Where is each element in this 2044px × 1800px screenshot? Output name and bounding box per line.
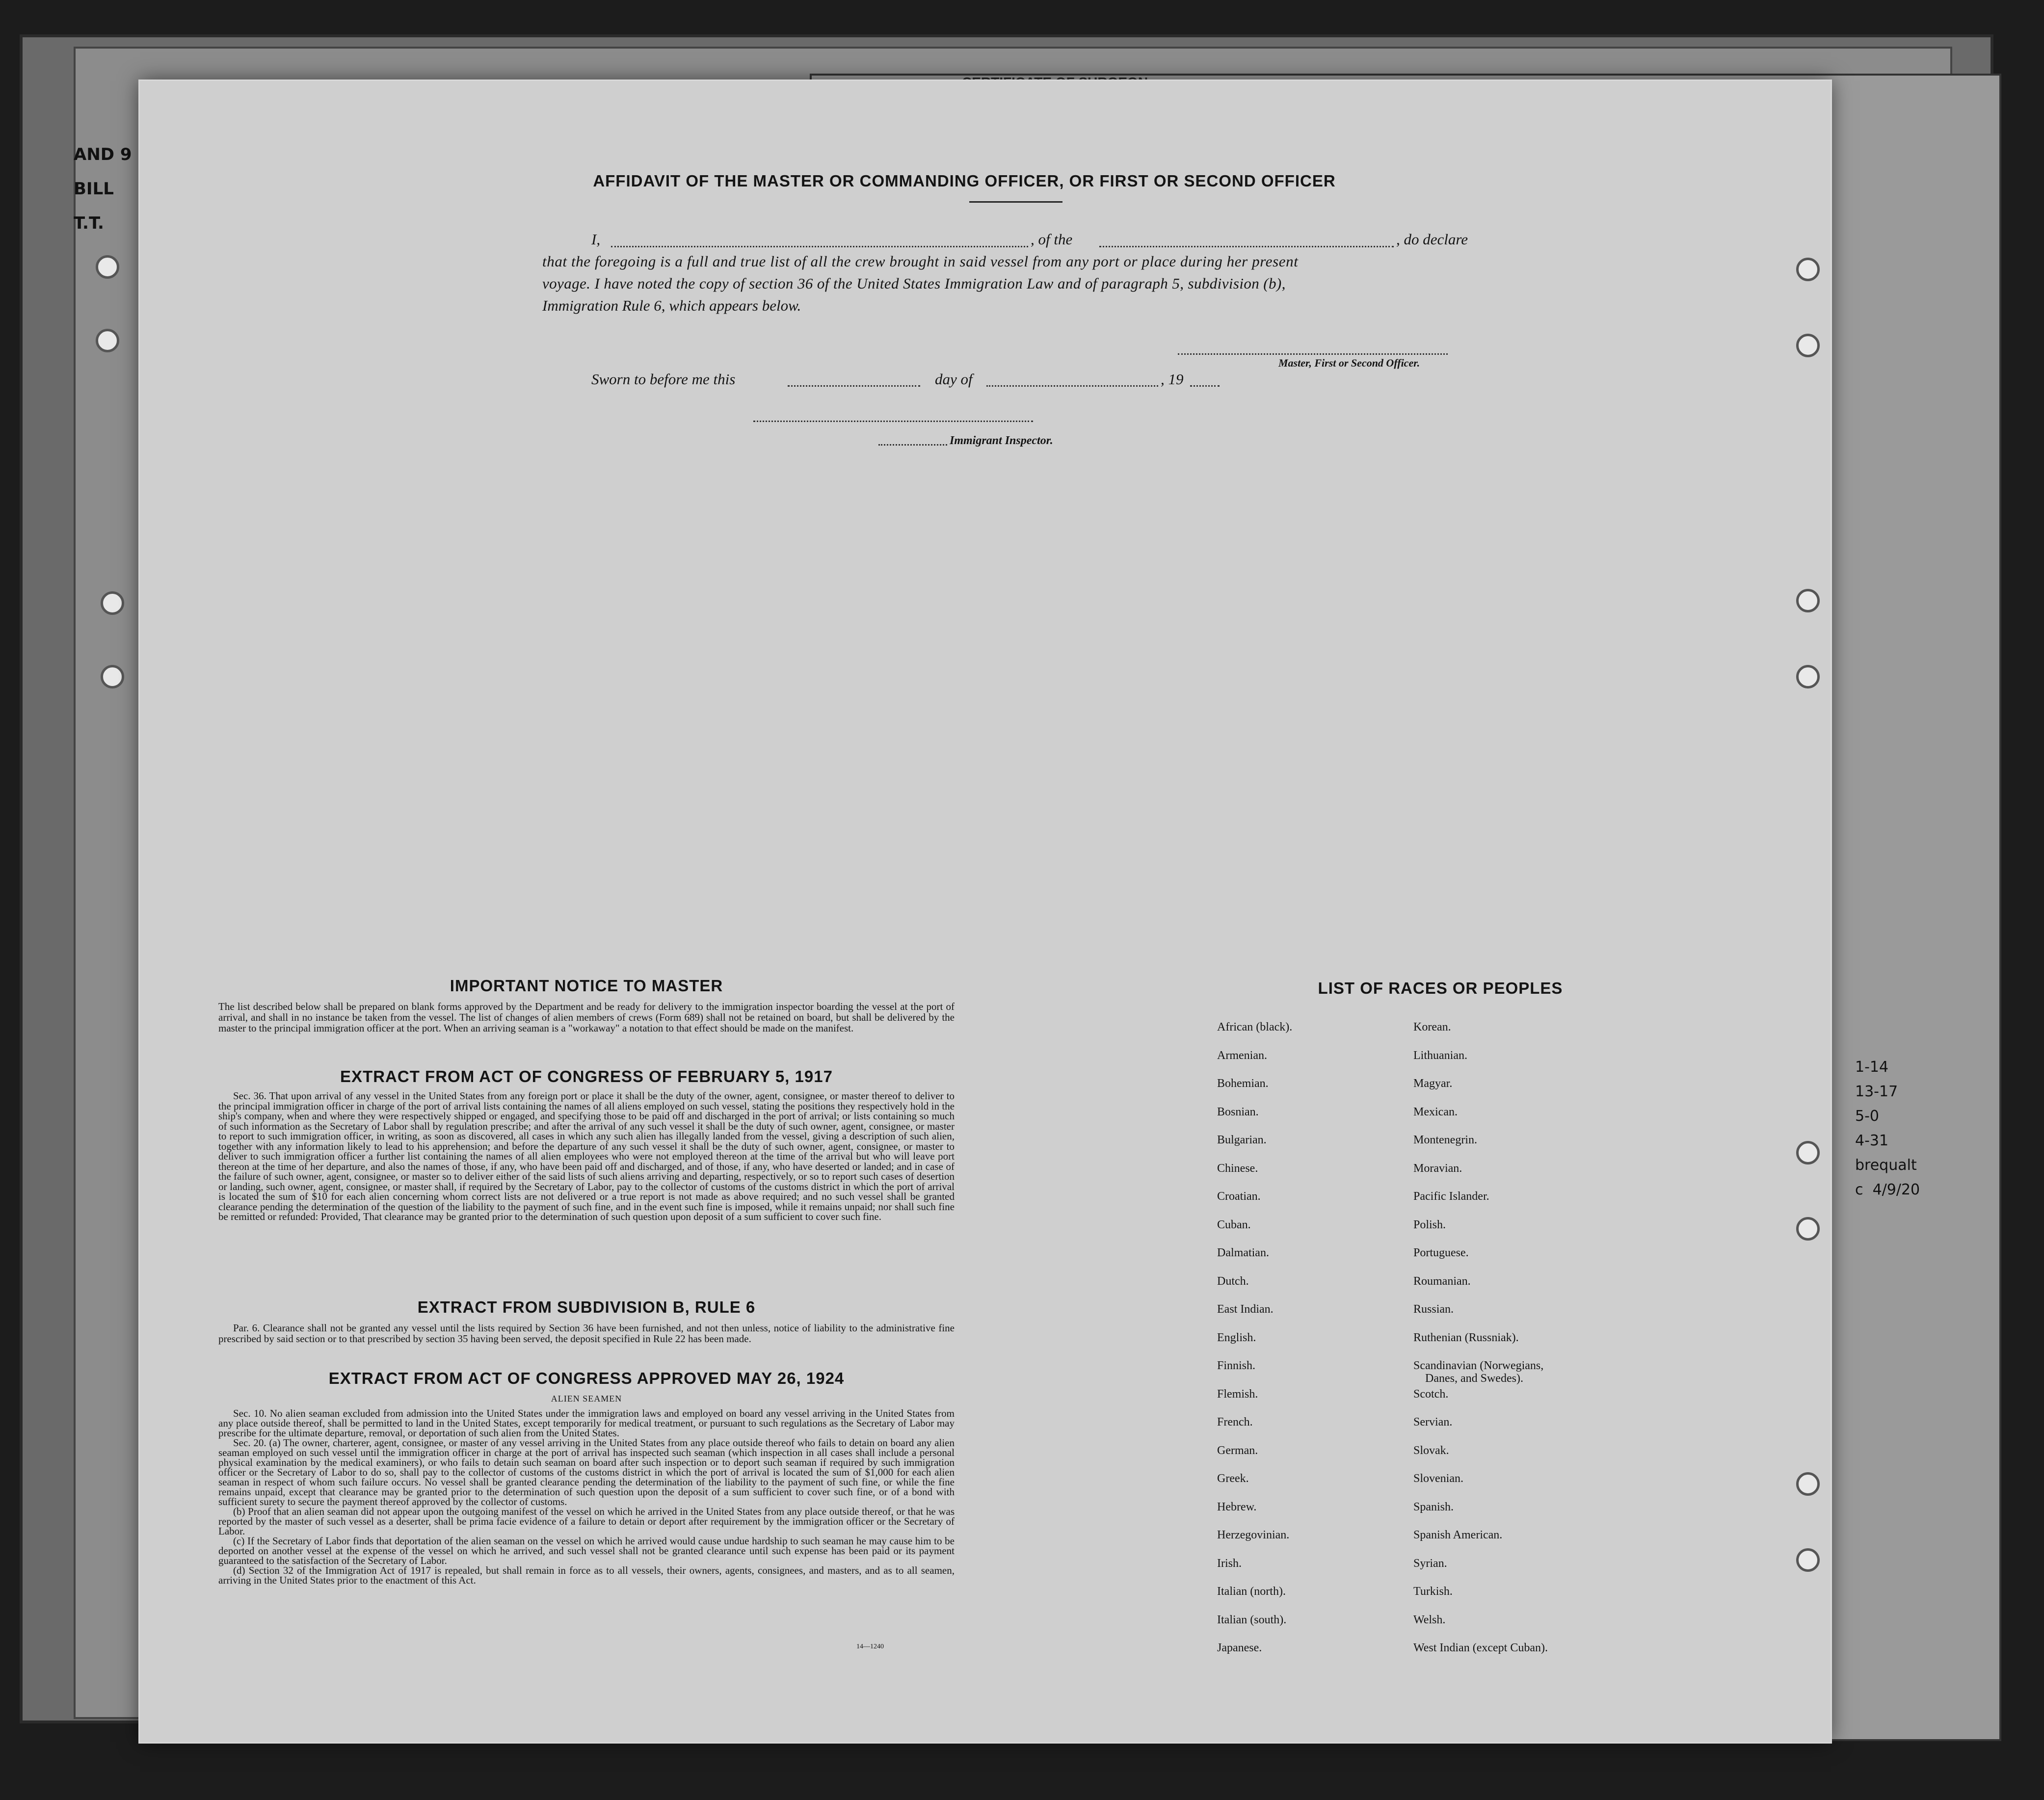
affidavit-line-4: Immigration Rule 6, which appears below. (542, 297, 801, 314)
binder-hole (1796, 1217, 1820, 1241)
race-item: Scandinavian (Norwegians, Danes, and Swedes). (1413, 1359, 1544, 1385)
race-item: Italian (north). (1217, 1585, 1286, 1598)
binder-hole (101, 591, 124, 615)
extract-1917-text: Sec. 36. That upon arrival of any vessel in the United States from any foreign port or place it shall be the duty of the owner, agent, consignee, or master thereof to deliver to the principal immigration officer in charge of the port of arrival lists containing the names of all aliens employed on such vessel, stating the positions they respectively hold in the ship's company, when and where they were respectively shipped or engaged, and specifying those to be paid off and discharged in the port of arrival; or lists containing so much of such information as the Secretary of Labor shall by regulation prescribe; and after the arrival of any such vessel it shall be the duty of such owner, agent, consignee, or master to report to such immigration officer, in writing, as soon as discovered, all cases in which any such alien has illegally landed from the vessel, giving a description of such alien, together with any information likely to lead to his apprehension; and before the departure of any such vessel it shall be the duty of such owner, agent, consignee, or master to deliver to such immigration officer a further list containing the names of all alien employees who were not employed thereon at the time of the arrival but who will leave port thereon at the time of her departure, and also the names of those, if any, who have been paid off and discharged, and of those, if any, who have deserted or landed; and in case of the failure of such owner, agent, consignee, or master so to deliver either of the said lists of such aliens arriving and departing, respectively, or so to report such cases of desertion or landing, such owner, agent, consignee, or master shall, if required by the Secretary of Labor, pay to the collector of customs of the customs district in which the port of arrival is located the sum of $10 for each alien concerning whom correct lists are not delivered or a true report is not made as above required; and no such vessel shall be granted clearance pending the determination of the question of the liability to the payment of such fine, and in the event such fine is imposed, while it remains unpaid; nor shall such fine be remitted or refunded: Provided, That clearance may be granted prior to the determination of such question upon deposit of a sum sufficient to cover such fine. (218, 1090, 955, 1222)
margin-left-notes: AND 9 BILL T.T. (74, 145, 132, 233)
inspector-signature-line[interactable] (753, 421, 1033, 422)
extract-1924-sec-20a: Sec. 20. (a) The owner, charterer, agent, consignee, or master of any vessel arriving in the United States from any place outside thereof who fails to detain on board any alien seaman employed on such vessel until the immigration officer in charge at the port of arrival has inspected such seaman (which inspection in all cases shall include a personal physical examination by the medical examiners), or who fails to detain such seaman on board after such inspection or to deport such seaman if required by such immigration officer or the Secretary of Labor to do so, shall pay to the collector of customs of the customs district in which the port of arrival is located the sum of $1,000 for each alien seaman in respect of whom such failure occurs. No vessel shall be granted clearance pending the determination of the liability to the payment of such fine, or while the fine remains unpaid, except that clearance may be granted prior to the determination of such question upon the deposit of a sum sufficient to cover such fine, or of a bond with sufficient surety to secure the payment thereof approved by the collector of customs. (218, 1437, 955, 1508)
race-item: Russian. (1413, 1303, 1454, 1316)
race-item: Japanese. (1217, 1641, 1262, 1654)
race-item: Irish. (1217, 1557, 1242, 1570)
races-column-2 (1413, 1021, 1548, 1670)
race-item: Syrian. (1413, 1557, 1447, 1570)
extract-1924-sec-10: Sec. 10. No alien seaman excluded from admission into the United States under the immigration laws and employed on board any vessel arriving in the United States from any place outside thereof, shall be permitted to land in the United States, except temporarily for medical treatment, or pursuant to such regulations as the Secretary of Labor may prescribe for the ultimate departure, removal, or deportation of such alien from the United States. (218, 1407, 955, 1439)
name-blank[interactable] (611, 246, 1028, 247)
master-signature-line[interactable] (1178, 353, 1448, 355)
binder-hole (96, 329, 119, 352)
notice-text: The list described below shall be prepared on blank forms approved by the Department and be ready for delivery to the immigration inspector boarding the vessel at the port of arrival, and shall in no instance be taken from the vessel. The list of changes of alien members of crews (Form 689) shall not be retained on board, but shall be delivered by the master to the principal immigration officer at the port. When an arriving seaman is a "workaway" a notation to that effect should be made on the manifest. (218, 1001, 955, 1034)
notice-title: IMPORTANT NOTICE TO MASTER (450, 977, 723, 995)
race-item: Pacific Islander. (1413, 1190, 1489, 1203)
binder-hole (1796, 589, 1820, 612)
race-item: Flemish. (1217, 1387, 1258, 1401)
binder-hole (1796, 665, 1820, 688)
race-item: Polish. (1413, 1218, 1446, 1231)
form-page (140, 81, 1831, 1742)
race-item: Scotch. (1413, 1387, 1449, 1401)
race-item: Servian. (1413, 1416, 1453, 1429)
binder-hole (1796, 1472, 1820, 1496)
extract-1917-title: EXTRACT FROM ACT OF CONGRESS OF FEBRUARY 5, 1917 (340, 1067, 833, 1085)
binder-hole (96, 255, 119, 279)
margin-right-notes: 1-14 13-17 5-0 4-31 brequalt c 4/9/20 (1855, 1059, 1920, 1198)
race-item: Chinese. (1217, 1162, 1258, 1175)
sworn-day-blank[interactable] (788, 385, 920, 387)
affidavit-i: I, (591, 231, 601, 248)
extract-1924-sec-20c: (c) If the Secretary of Labor finds that deportation of the alien seaman on the vessel on which he arrived would cause undue hardship to such seaman he may cause him to be deported on another vessel at the expense of the vessel on which he arrived, and such vessel shall not be granted clearance until such expense has been paid or its payment guaranteed to the satisfaction of the Secretary of Labor. (218, 1535, 955, 1566)
race-item: Korean. (1413, 1021, 1451, 1033)
races-title: LIST OF RACES OR PEOPLES (1318, 979, 1563, 997)
sworn-month-blank[interactable] (986, 385, 1158, 387)
sworn-year: , 19 (1161, 371, 1184, 388)
race-item: Finnish. (1217, 1359, 1256, 1372)
race-item: Italian (south). (1217, 1613, 1287, 1626)
race-item: Ruthenian (Russniak). (1413, 1331, 1519, 1344)
binder-hole (1796, 1141, 1820, 1165)
race-item: Greek. (1217, 1472, 1249, 1485)
extract-rule6-text: Par. 6. Clearance shall not be granted any vessel until the lists required by Section 36 have been furnished, and not then unless, notice of liability to the administrative fine prescribed by said section or to that prescribed by section 35 having been served, the deposit specified in Rule 22 has been made. (218, 1322, 955, 1345)
race-item: Spanish. (1413, 1500, 1454, 1513)
race-item: Slovak. (1413, 1444, 1449, 1457)
extract-rule6-title: EXTRACT FROM SUBDIVISION B, RULE 6 (417, 1298, 756, 1316)
race-item: French. (1217, 1416, 1253, 1429)
race-item: Bosnian. (1217, 1105, 1259, 1118)
binder-hole (1796, 1548, 1820, 1572)
affidavit-line-2: that the foregoing is a full and true list of all the crew brought in said vessel from any port or place during her present (542, 253, 1299, 270)
race-item: Portuguese. (1413, 1246, 1469, 1259)
race-item: Dalmatian. (1217, 1246, 1269, 1259)
affidavit-of-the: , of the (1031, 231, 1073, 248)
extract-1924-sec-20d: (d) Section 32 of the Immigration Act of 1917 is repealed, but shall remain in force as to all vessels, their owners, agents, consignees, and masters, and as to all seamen, arriving in the United States prior to the enactment of this Act. (218, 1564, 955, 1586)
race-item: Montenegrin. (1413, 1134, 1477, 1146)
race-item: West Indian (except Cuban). (1413, 1641, 1548, 1654)
race-item: Roumanian. (1413, 1274, 1471, 1288)
race-item: Slovenian. (1413, 1472, 1463, 1485)
race-item: Hebrew. (1217, 1500, 1257, 1513)
sworn-year-blank[interactable] (1190, 385, 1220, 387)
binder-hole (1796, 258, 1820, 281)
form-number: 14—1240 (856, 1643, 884, 1650)
race-item: East Indian. (1217, 1303, 1274, 1316)
race-item: Bohemian. (1217, 1077, 1269, 1090)
extract-1924-paragraphs (218, 1408, 955, 1585)
sworn-day-of: day of (935, 371, 973, 388)
race-item: English. (1217, 1331, 1256, 1344)
race-item: Mexican. (1413, 1105, 1458, 1118)
race-item: Croatian. (1217, 1190, 1261, 1203)
title-underline (969, 201, 1062, 203)
extract-1924-subtitle: ALIEN SEAMEN (551, 1394, 622, 1403)
race-item: Moravian. (1413, 1162, 1462, 1175)
vessel-blank[interactable] (1099, 246, 1394, 247)
race-item: African (black). (1217, 1021, 1293, 1033)
race-item: Turkish. (1413, 1585, 1453, 1598)
extract-1924-title: EXTRACT FROM ACT OF CONGRESS APPROVED MAY 26, 1924 (328, 1369, 845, 1387)
affidavit-title: AFFIDAVIT OF THE MASTER OR COMMANDING OFFICER, OR FIRST OR SECOND OFFICER (593, 172, 1336, 190)
sworn-prefix: Sworn to before me this (591, 371, 736, 388)
race-item: Bulgarian. (1217, 1134, 1267, 1146)
binder-hole (1796, 334, 1820, 357)
inspector-label: Immigrant Inspector. (950, 434, 1053, 447)
affidavit-do-declare: , do declare (1396, 231, 1468, 248)
binder-hole (101, 665, 124, 688)
race-item: Spanish American. (1413, 1529, 1503, 1541)
race-item: Dutch. (1217, 1274, 1249, 1288)
affidavit-line-3: voyage. I have noted the copy of section 36 of the United States Immigration Law and of paragraph 5, subdivision (b), (542, 275, 1286, 292)
race-item: German. (1217, 1444, 1258, 1457)
races-column-1 (1217, 1021, 1292, 1670)
master-signature-label: Master, First or Second Officer. (1278, 357, 1420, 369)
race-item: Armenian. (1217, 1049, 1267, 1062)
race-item: Cuban. (1217, 1218, 1251, 1231)
race-item: Herzegovinian. (1217, 1529, 1290, 1541)
extract-1924-sec-20b: (b) Proof that an alien seaman did not appear upon the outgoing manifest of the vessel on which he arrived in the United States from any place outside thereof, or that he was reported by the master of such vessel as a deserter, shall be prima facie evidence of a failure to detain or deport after requirement by the immigration officer or the Secretary of Labor. (218, 1506, 955, 1537)
race-item: Welsh. (1413, 1613, 1446, 1626)
race-item: Lithuanian. (1413, 1049, 1467, 1062)
race-item: Magyar. (1413, 1077, 1453, 1090)
inspector-label-leader (878, 444, 947, 446)
